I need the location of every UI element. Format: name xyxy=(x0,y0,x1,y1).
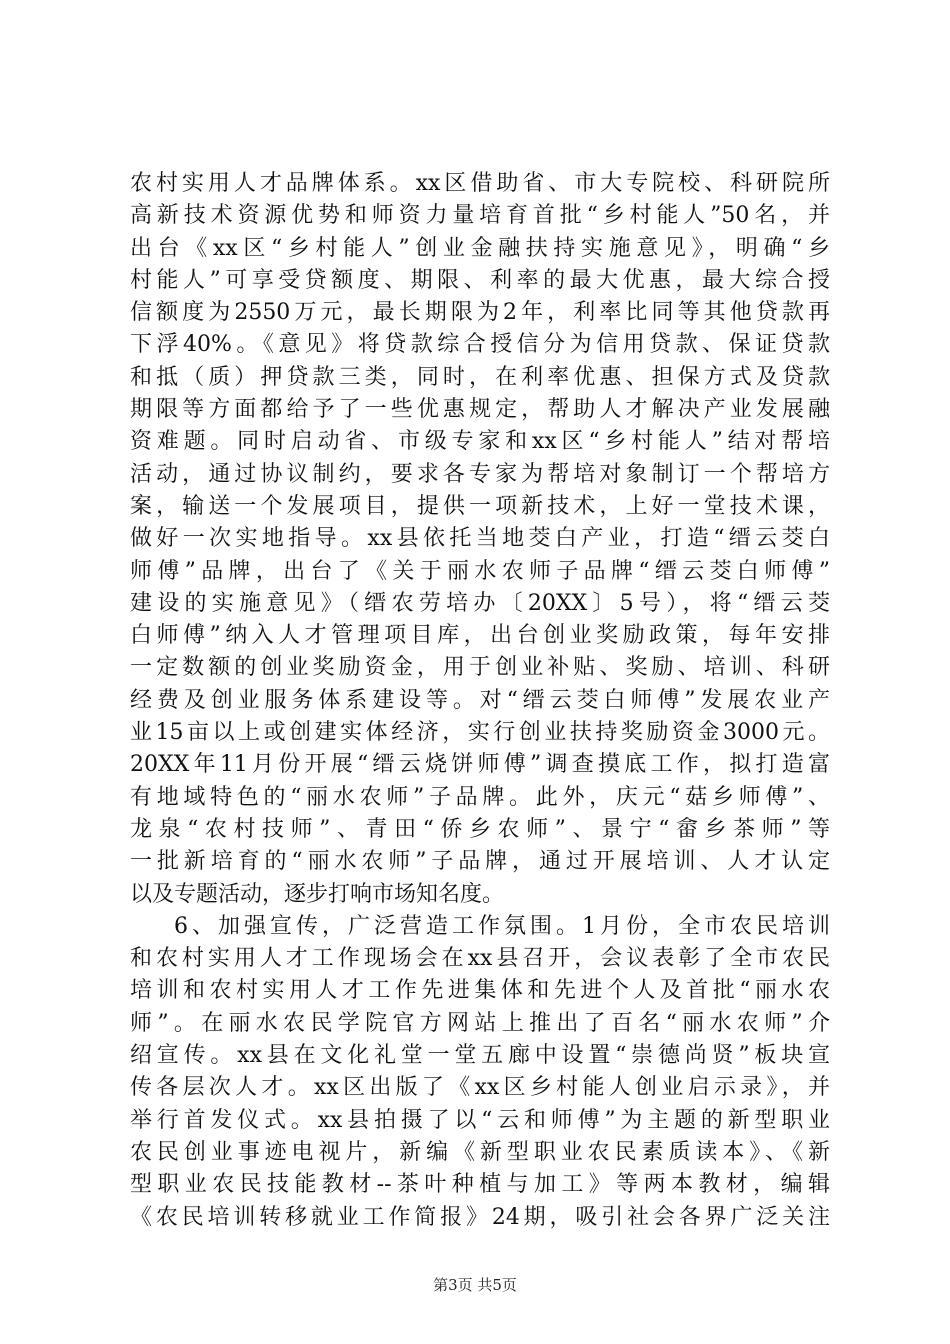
paragraph-1 xyxy=(130,168,830,911)
body-text xyxy=(130,168,830,1234)
text-line: 20XX年11月份开展“缙云烧饼师傅”调查摸底工作，拟打造富 xyxy=(130,752,830,778)
text-line: 一批新培育的“丽水农师”子品牌，通过开展培训、人才认定 xyxy=(130,849,830,875)
text-line: 传各层次人才。xx区出版了《xx区乡村能人创业启示录》，并 xyxy=(130,1075,830,1101)
text-line: 6、加强宣传，广泛营造工作氛围。1月份，全市农民培训 xyxy=(174,913,830,939)
paragraph-2 xyxy=(130,911,830,1234)
text-line: 案，输送一个发展项目，提供一项新技术，上好一堂技术课， xyxy=(130,493,830,519)
text-line: 师傅”品牌，出台了《关于丽水农师子品牌“缙云茭白师傅” xyxy=(130,558,830,584)
text-line: 村能人”可享受贷额度、期限、利率的最大优惠，最大综合授 xyxy=(130,267,830,293)
text-line: 下浮40%。《意见》将贷款综合授信分为信用贷款、保证贷款 xyxy=(130,332,830,358)
text-line: 农民创业事迹电视片，新编《新型职业农民素质读本》、《新 xyxy=(130,1139,830,1165)
text-line: 业15亩以上或创建实体经济，实行创业扶持奖励资金3000元。 xyxy=(130,720,830,746)
text-line: 期限等方面都给予了一些优惠规定，帮助人才解决产业发展融 xyxy=(130,397,830,423)
text-line: 龙泉“农村技师”、青田“侨乡农师”、景宁“畲乡茶师”等 xyxy=(130,816,830,842)
text-line: 出台《xx区“乡村能人”创业金融扶持实施意见》，明确“乡 xyxy=(130,235,830,261)
text-line: 经费及创业服务体系建设等。对“缙云茭白师傅”发展农业产 xyxy=(130,687,830,713)
text-line: 师”。在丽水农民学院官方网站上推出了百名“丽水农师”介 xyxy=(130,1010,830,1036)
text-line: 以及专题活动，逐步打响市场知名度。 xyxy=(130,881,505,907)
text-line: 做好一次实地指导。xx县依托当地茭白产业，打造“缙云茭白 xyxy=(130,526,830,552)
text-line: 建设的实施意见》（缙农劳培办〔20XX〕5号），将“缙云茭 xyxy=(130,590,830,616)
text-line: 一定数额的创业奖励资金，用于创业补贴、奖励、培训、科研 xyxy=(130,655,830,681)
text-line: 活动，通过协议制约，要求各专家为帮培对象制订一个帮培方 xyxy=(130,461,830,487)
text-line: 和农村实用人才工作现场会在xx县召开，会议表彰了全市农民 xyxy=(130,946,830,972)
page-number-footer: 第3页 共5页 xyxy=(433,1276,517,1294)
text-line: 有地域特色的“丽水农师”子品牌。此外，庆元“菇乡师傅”、 xyxy=(130,784,830,810)
text-line: 资难题。同时启动省、市级专家和xx区“乡村能人”结对帮培 xyxy=(130,429,830,455)
text-line: 高新技术资源优势和师资力量培育首批“乡村能人”50名，并 xyxy=(130,203,830,229)
text-line: 信额度为2550万元，最长期限为2年，利率比同等其他贷款再 xyxy=(130,300,830,326)
text-line: 《农民培训转移就业工作简报》24期，吸引社会各界广泛关注 xyxy=(130,1204,830,1230)
text-line: 白师傅”纳入人才管理项目库，出台创业奖励政策，每年安排 xyxy=(130,623,830,649)
text-line: 农村实用人才品牌体系。xx区借助省、市大专院校、科研院所 xyxy=(130,171,830,196)
text-line: 型职业农民技能教材--茶叶种植与加工》等两本教材，编辑 xyxy=(130,1172,830,1198)
text-line: 举行首发仪式。xx县拍摄了以“云和师傅”为主题的新型职业 xyxy=(130,1107,830,1133)
text-line: 绍宣传。xx县在文化礼堂一堂五廊中设置“崇德尚贤”板块宣 xyxy=(130,1043,830,1069)
text-line: 和抵（质）押贷款三类，同时，在利率优惠、担保方式及贷款 xyxy=(130,364,830,390)
text-line: 培训和农村实用人才工作先进集体和先进个人及首批“丽水农 xyxy=(130,978,830,1004)
